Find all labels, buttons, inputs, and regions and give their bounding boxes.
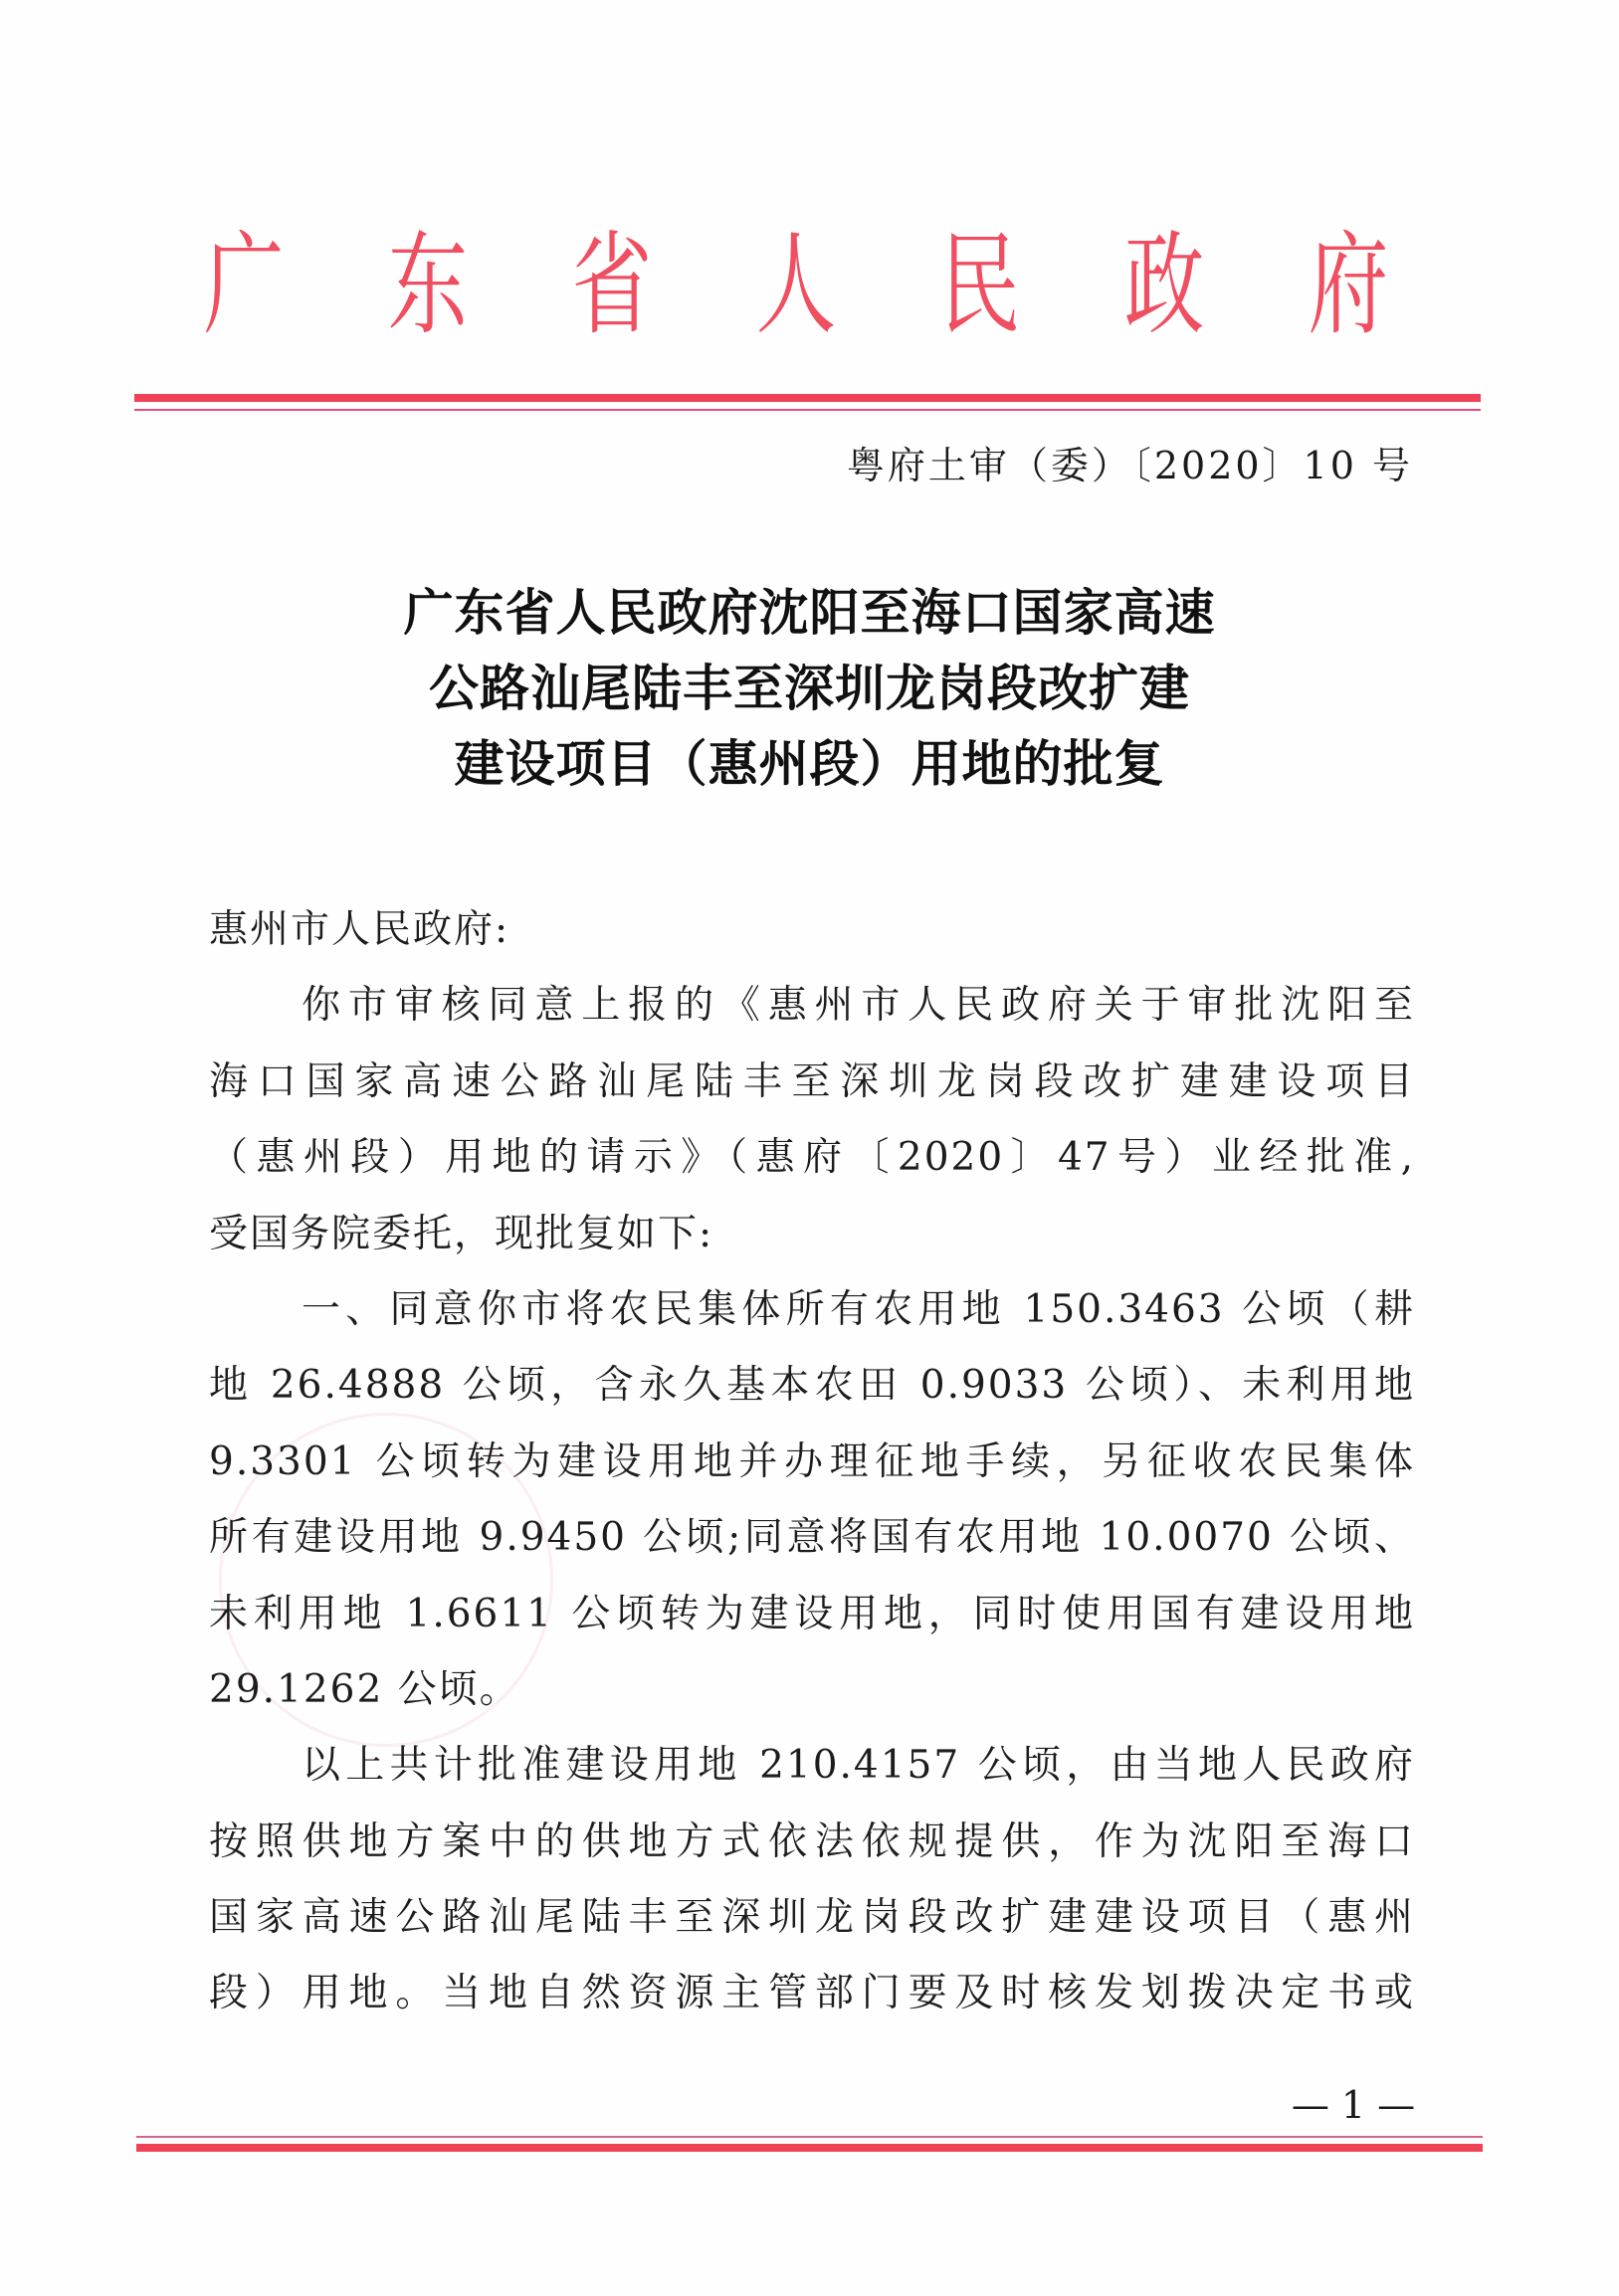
title-line: 建设项目（惠州段）用地的批复 (454, 735, 1165, 793)
footer-rule-thick (136, 2144, 1483, 2152)
body-line: 你市审核同意上报的《惠州市人民政府关于审批沈阳至 (302, 983, 1415, 1029)
masthead-char: 省 (571, 221, 653, 350)
masthead-rule-thick (134, 394, 1481, 402)
footer-rule-thin (136, 2136, 1483, 2138)
body-line: 地 26.4888 公顷，含永久基本农田 0.9033 公顷）、未利用地 (209, 1363, 1415, 1409)
body-line: 29.1262 公顷。 (209, 1666, 520, 1712)
masthead-char: 东 (387, 221, 469, 350)
title-line: 广东省人民政府沈阳至海口国家高速 (403, 584, 1216, 642)
body-line: 海口国家高速公路汕尾陆丰至深圳龙岗段改扩建建设项目 (209, 1058, 1415, 1104)
masthead-char: 人 (755, 221, 837, 350)
body-line: 国家高速公路汕尾陆丰至深圳龙岗段改扩建建设项目（惠州 (209, 1895, 1415, 1941)
body-line: 按照供地方案中的供地方式依法依规提供，作为沈阳至海口 (209, 1818, 1415, 1864)
masthead-char: 政 (1123, 221, 1205, 350)
body-line: 一、同意你市将农民集体所有农用地 150.3463 公顷（耕 (302, 1286, 1415, 1332)
masthead-char: 广 (203, 221, 285, 350)
document-body (209, 900, 1415, 2040)
masthead-title (179, 221, 1413, 350)
body-line: 9.3301 公顷转为建设用地并办理征地手续，另征收农民集体 (209, 1438, 1415, 1484)
body-line: 受国务院委托，现批复如下: (209, 1211, 714, 1256)
body-line: 以上共计批准建设用地 210.4157 公顷，由当地人民政府 (302, 1743, 1415, 1789)
document-number: 粤府土审（委）〔2020〕10 号 (846, 444, 1413, 487)
masthead-char: 民 (939, 221, 1021, 350)
title-line: 公路汕尾陆丰至深圳龙岗段改扩建 (429, 660, 1190, 717)
body-line: 段）用地。当地自然资源主管部门要及时核发划拨决定书或 (209, 1971, 1415, 2016)
salutation: 惠州市人民政府: (209, 907, 510, 952)
masthead-rule-thin (134, 409, 1481, 411)
body-line: 所有建设用地 9.9450 公顷;同意将国有农用地 10.0070 公顷、 (209, 1515, 1415, 1561)
body-line: 未利用地 1.6611 公顷转为建设用地，同时使用国有建设用地 (209, 1591, 1415, 1636)
body-line: （惠州段）用地的请示》（惠府〔2020〕47号）业经批准, (209, 1135, 1415, 1181)
page-number: — 1 — (1291, 2083, 1416, 2127)
document-title (199, 575, 1420, 802)
masthead-char: 府 (1308, 221, 1389, 350)
